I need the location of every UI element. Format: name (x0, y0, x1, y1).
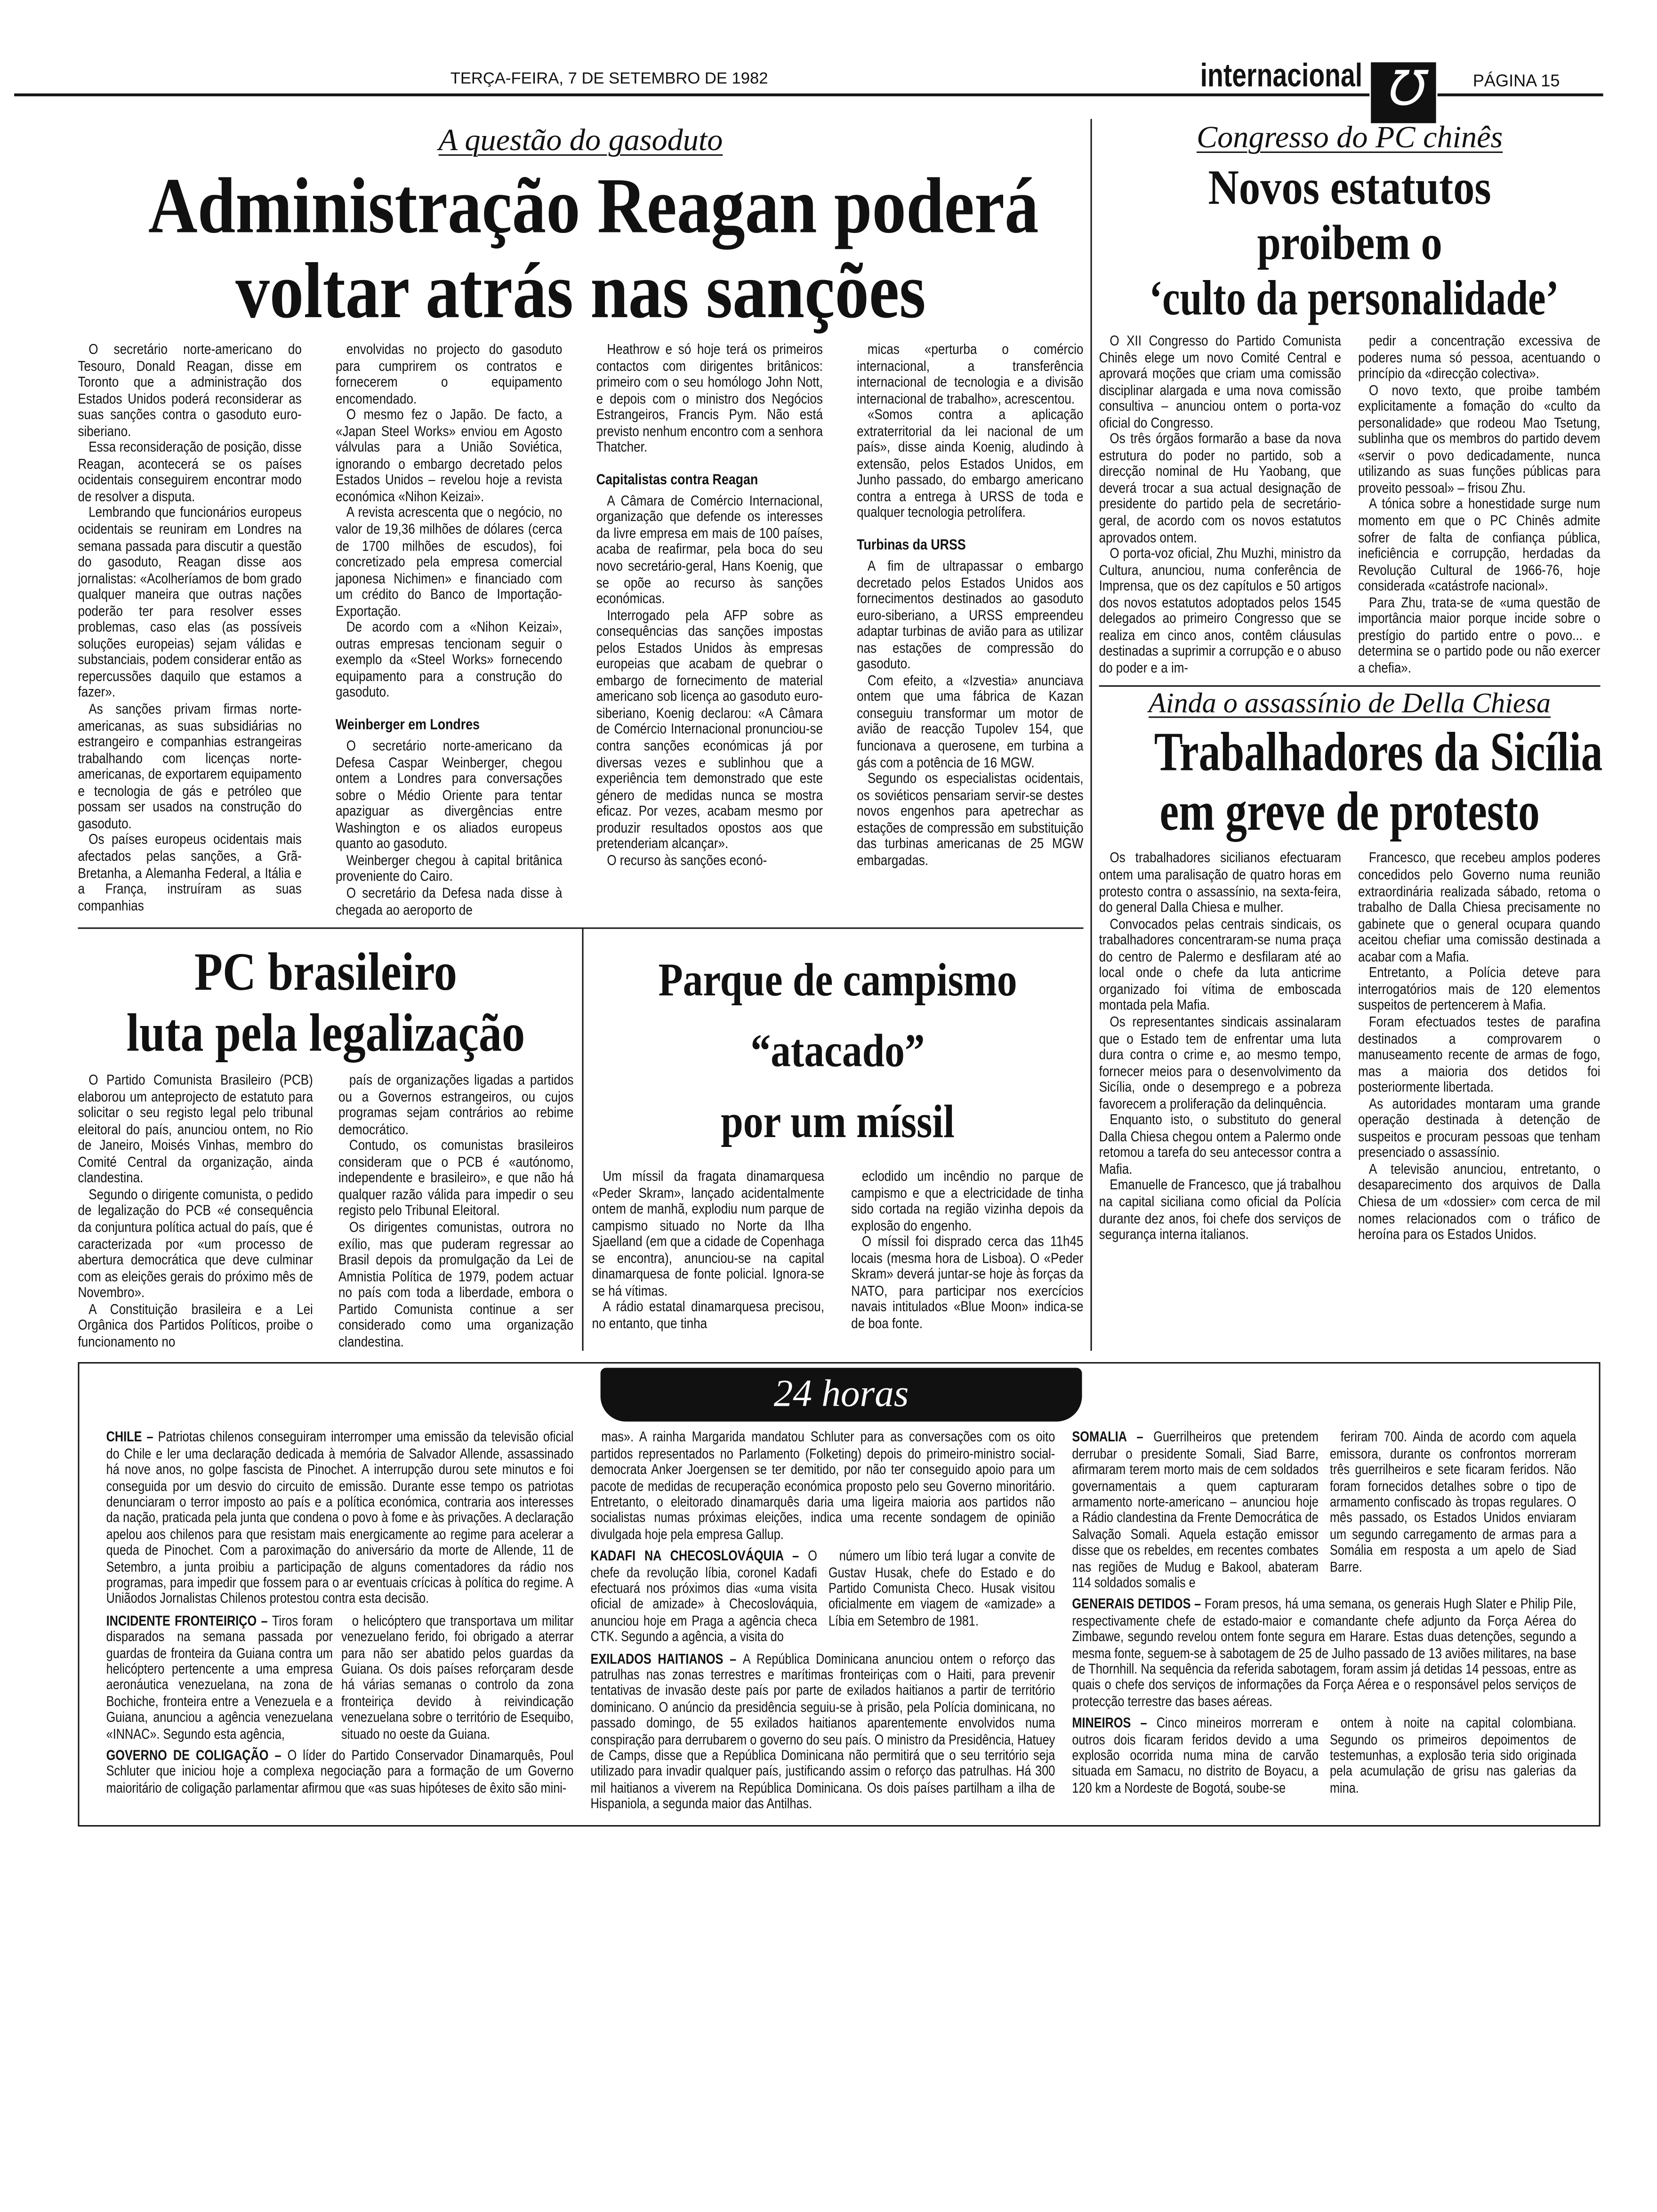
brief-wrapper (1072, 1431, 1318, 1592)
article-column-wrapper (592, 1170, 824, 1333)
paragraph: Entretanto, a Polícia deteve para interrogatórios mais de 120 elementos suspeitos de pertencerem à Mafia. (1358, 966, 1601, 1015)
brief-paragraph (591, 1652, 1055, 1813)
article-headline (78, 164, 1083, 334)
paragraph: De acordo com a «Nihon Keizai», outras empresas tencionam seguir o exemplo da «Steel Works» fornecendo equipamento para a construção do gasoduto. (336, 620, 563, 702)
brief-item (591, 1549, 817, 1646)
paragraph: mas». A rainha Margarida mandatou Schluter para as conversações com os oito partidos representados no Parlamento (Folketing) depois do primeiro-ministro social-democrata Anker Joergensen se ter demitido, por não ter conseguido apoio para um pacote de medidas de recuperação económica proposto pelo seu Governo minoritário. Entretanto, o eleitorado dinamarquês daria uma ligeira maioria aos partidos não socialistas numas próximas eleições, indica uma recente sondagem de opinião divulgada hoje pela empresa Gallup. (590, 1430, 1055, 1543)
missil-article (584, 929, 1084, 1351)
article-headline (1099, 160, 1601, 326)
paragraph: A Câmara de Comércio Internacional, organização que defende os interesses da livre empresa em mais de 100 países, acaba de reafirmar, pela boca do seu novo secretário-geral, Hans Koenig, que se opõe ao recurso às sanções económicas. (596, 494, 823, 608)
brief-item (1330, 1431, 1576, 1576)
page-number: PÁGINA 15 (1472, 71, 1560, 91)
briefs-right (1072, 1431, 1576, 1797)
brief-row (591, 1549, 1055, 1646)
paragraph: Interrogado pela AFP sobre as consequências das sanções impostas pelos Estados Unidos às empresas europeias que acabam de quebrar o embargo de fornecimento de material americano sob licença ao gasoduto euro-siberiano, Koenig declarou: «A Câmara de Comércio Internacional pronunciou-se contra sanções económicas já por diversas vezes e sublinhou que a experiência tem demonstrado que este género de medidas nunca se mostra eficaz. Por vezes, acabam mesmo por produzir resultados opostos aos que pretenderiam alcançar». (596, 608, 823, 853)
article-column-wrapper (1358, 852, 1600, 1244)
brief-item (106, 1431, 574, 1608)
brief-paragraph (106, 1431, 574, 1608)
article-kicker: Ainda o assassínio de Della Chiesa (1149, 689, 1551, 720)
brief-item (1330, 1716, 1576, 1797)
headline-line: em greve de protesto (1159, 782, 1540, 843)
brief-item (828, 1549, 1055, 1630)
brief-text: Cinco mineiros morreram e outros dois ficaram feridos devido a uma explosão ocorrida numa mina de carvão situada em Samacu, no distrito de Boyacu, a 120 km a Nordeste de Bogotá, soube-se (1072, 1716, 1319, 1797)
headline-line: luta pela legalização (126, 1004, 525, 1064)
brief-lead: GENERAIS DETIDOS – (1072, 1597, 1205, 1613)
paragraph: O novo texto, que proibe também explicitamente a fomação do «culto da personalidade» que rodeou Mao Tsetung, sublinha que os membros do partido devem «servir o povo dedicadamente, nunca utilizando as suas funções públicas para proveito pessoal» – frisou Zhu. (1358, 383, 1601, 497)
paragraph: Segundo os especialistas ocidentais, os soviéticos pensariam servir-se destes novos engenhos para apetrechar as estações de compressão em substituição das turbinas americanas de 25 MGW embargadas. (857, 772, 1084, 869)
brief-paragraph (106, 1614, 333, 1743)
brief-wrapper (1072, 1716, 1318, 1797)
news-briefs-title: 24 horas (601, 1368, 1082, 1422)
brief-lead: EXILADOS HAITIANOS – (590, 1651, 743, 1667)
brief-lead: GOVERNO DE COLIGAÇÃO – (106, 1748, 288, 1764)
paragraph: Heathrow e só hoje terá os primeiros contactos com dirigentes britânicos: primeiro com o seu homólogo John Nott, e depois com o ministro dos Negócios Estrangeiros, Francis Pym. Não está previsto nenhum encontro com a senhora Thatcher. (596, 343, 823, 457)
right-region (1092, 119, 1601, 1351)
paragraph: O Partido Comunista Brasileiro (PCB) elaborou um anteprojecto de estatuto para solicitar o seu registo legal pelo tribunal eleitoral do país, anunciou ontem, no Rio de Janeiro, Moisés Vinhas, membro do Comité Central da organização, ainda clandestina. (78, 1073, 313, 1187)
article-column (596, 343, 823, 870)
article-column-wrapper (338, 1074, 573, 1352)
paragraph: Francesco, que recebeu amplos poderes concedidos pelo Governo numa reunião extraordinária realizada sábado, retoma o trabalho de Dalla Chiesa precisamente no gabinete que o general ocupara quando aceitou chefiar uma comissão destinada a acabar com a Mafia. (1358, 851, 1601, 966)
brief-text: O chefe da revolução líbia, coronel Kadafi efectuará nos próximos dias «uma visita oficial de amizade» à Checoslováquia, anunciou hoje em Praga a agência checa CTK. Segundo a agência, a visita do (590, 1549, 817, 1646)
headline-line: ‘culto da personalidade’ (1149, 270, 1559, 326)
paragraph: Os representantes sindicais assinalaram que o Estado tem de enfrentar uma luta dura contra o crime e, ao mesmo tempo, fornecer meios para o desenvolvimento da Sicília, onde o desemprego e a pobreza favorecem a proliferação da delinquência. (1099, 1015, 1342, 1113)
paragraph: As autoridades montaram uma grande operação destinada à detenção de suspeitos e procuram pessoas que tenham presenciado o assassínio. (1358, 1097, 1601, 1162)
paragraph: feriram 700. Ainda de acordo com aquela emissora, durante os confrontos morreram três guerrilheiros e sete ficaram feridos. Não foram fornecidos detalhes sobre o tipo de armamento confiscado às tropas regulares. O mês passado, os Estados Unidos enviaram um segundo carregamento de armas para a Somália em resposta a um apelo de Siad Barre. (1329, 1430, 1577, 1576)
article-columns (1099, 852, 1601, 1244)
paragraph: A tónica sobre a honestidade surge num momento em que o PC Chinês admite sofrer de falta de confiança pública, ineficiência e corrupção, herdadas da Revolução Cultural de 1966-76, hoje considerada «catástrofe nacional». (1358, 497, 1601, 595)
article-column (851, 1170, 1083, 1333)
headline-line: Novos estatutos (1208, 160, 1491, 216)
paragraph: país de organizações ligadas a partidos ou a Governos estrangeiros, ou cujos programas sejam contrários ao rebime democrático. (338, 1073, 574, 1138)
section-title: internacional (1200, 56, 1363, 94)
article-headline (78, 943, 573, 1065)
brief-lead: CHILE – (106, 1430, 158, 1446)
brief-text: A República Dominicana anunciou ontem o reforço das patrulhas nas zonas terrestres e marítimas fronteiriças com o Haiti, para prevenir tentativas de invasão deste país por parte de exilados haitianos a partir de território dominicano. O anúncio da presidência seguiu-se à prisão, pela Polícia dominicana, no passado domingo, de 55 exilados haitianos aparentemente envolvidos numa conspiração para derrubarem o governo do seu país. O ministro da Presidência, Hatuey de Camps, disse que a República Dominicana não permitirá que o seu território seja utilizado para invadir qualquer país, justificando assim o reforço das patrulhas. Há 300 mil haitianos a viverem na República Dominicana. Os dois países partilham a ilha de Hispaniola, a segunda maior das Antilhas. (590, 1651, 1055, 1813)
brief-lead: MINEIROS – (1072, 1716, 1157, 1732)
article-column (592, 1170, 824, 1333)
brief-wrapper (591, 1431, 1055, 1544)
paragraph: O míssil foi disprado cerca das 11h45 locais (mesma hora de Lisboa). O «Peder Skram» deverá juntar-se hoje às forças da NATO, para participar nos exercícios navais intitulados «Blue Moon» indica-se de boa fonte. (851, 1235, 1084, 1332)
article-columns (1099, 334, 1601, 678)
article-column-wrapper (336, 343, 562, 919)
paragraph: número um líbio terá lugar a convite de Gustav Husak, chefe do Estado e do Partido Comunista Checo. Husak visitou oficialmente em viagem de «amizade» a Líbia em Setembro de 1981. (828, 1549, 1055, 1630)
headline-line: proibem o (1257, 215, 1442, 271)
article-headline (1099, 724, 1601, 843)
brief-wrapper (106, 1614, 333, 1743)
paragraph: A televisão anunciou, entretanto, o desaparecimento dos arquivos de Dalla Chiesa de um «dossier» com cerca de mil nomes relacionados com o tráfico de heroína para os Estados Unidos. (1358, 1162, 1601, 1243)
brief-text: Patriotas chilenos conseguiram interromper uma emissão da televisão oficial do Chile e ler uma declaração dedicada à memória de Salvador Allende, assassinado há nove anos, no golpe fascista de Pinochet. A interrupção durou sete minutos e foi conseguida por um desvio do circuito de emissão. Durante esse tempo os patriotas denunciaram o terror imposto ao país e a política económica, contraria aos interesses da nação, praticada pela junta que condena o povo à fome e às privações. A declaração apelou aos chilenos para que resistam mais energicamente ao regime para acelerar a queda de Pinochet. Com a paroximação do aniversário da morte de Allende, 11 de Setembro, a junta proibiu a participação de alguns comentadores da rádio nos programas, para impedir que fossem para o ar eventuais crícicas à política do regime. A Uniãodos Jornalistas Chilenos protestou contra esta decisão. (106, 1430, 574, 1608)
article-column-wrapper (1099, 334, 1341, 678)
brief-lead: KADAFI NA CHECOSLOVÁQUIA – (590, 1549, 808, 1565)
paragraph: micas «perturba o comércio internacional, a transferência internacional de tecnologia e a divisão internacional de trabalho», acrescentou. (857, 343, 1084, 408)
paragraph: Foram efectuados testes de parafina destinados a comprovarem o manuseamento recente de armas de fogo, mas a maioria dos detidos foi posteriormente libertada. (1358, 1015, 1601, 1097)
paragraph: Um míssil da fragata dinamarquesa «Peder Skram», lançado acidentalmente ontem de manhã, explodiu num parque de campismo situado no Norte da Ilha Sjaelland (em que a cidade de Copenhaga se encontra), anunciou-se na capital dinamarquesa de fonte policial. Ignora-se se há vítimas. (592, 1170, 824, 1300)
brief-wrapper (1330, 1716, 1576, 1797)
brief-item (106, 1614, 333, 1743)
headline-line: Trabalhadores da Sicília (1154, 722, 1603, 784)
paragraph: O XII Congresso do Partido Comunista Chinês elege um novo Comité Central e aprovará moções que criam uma comissão disciplinar alargada e uma nova comissão consultiva – anunciou ontem o porta-voz oficial do Congresso. (1099, 334, 1342, 432)
article-column-wrapper (596, 343, 823, 870)
brief-wrapper (828, 1549, 1055, 1630)
paragraph: A fim de ultrapassar o embargo decretado pelos Estados Unidos aos fornecimentos destinados ao gasoduto euro-siberiano, a URSS empreendeu adaptar turbinas de avião para as utilizar nas estações de compressão do gasoduto. (857, 559, 1084, 673)
brief-text: Tiros foram disparados na semana passada por guardas de fronteira da Guiana contra um helicóptero pertencente a uma empresa aeronáutica venezuelana, na zona de Bochiche, fronteira entre a Venezuela e a Guiana, anunciou a agência venezuelana «INNAC». Segundo esta agência, (106, 1614, 333, 1743)
paragraph: «Somos contra a aplicação extraterritorial da lei nacional de um país», disse ainda Koenig, aludindo à extensão, pelos Estados Unidos, em Junho passado, do embargo americano contra a entrega à URSS de toda e qualquer tecnologia petrolífera. (857, 408, 1084, 522)
paragraph: pedir a concentração excessiva de poderes numa só pessoa, acentuando o princípio da «direcção colectiva». (1358, 334, 1601, 383)
paragraph: Os trabalhadores sicilianos efectuaram ontem uma paralisação de quatro horas em protesto contra o assassínio, na sexta-feira, do general Dalla Chiesa e mulher. (1099, 851, 1342, 916)
article-column (1358, 334, 1600, 678)
paragraph: Convocados pelas centrais sindicais, os trabalhadores concentraram-se numa praça do centro de Palermo e desfilaram até ao local onde o chefe da luta anticrime organizado foi vítima de emboscada montada pela Mafia. (1099, 917, 1342, 1015)
brief-wrapper (106, 1749, 574, 1797)
article-column (1099, 852, 1341, 1244)
article-column (338, 1074, 573, 1352)
brief-item (591, 1652, 1055, 1813)
brief-wrapper (591, 1549, 817, 1646)
article-headline (592, 946, 1084, 1158)
top-section (78, 119, 1603, 1351)
article-column (78, 343, 301, 915)
paragraph: O secretário norte-americano da Defesa Caspar Weinberger, chegou ontem a Londres para conversações sobre o Médio Oriente para tentar apaziguar as divergências entre Washington e os aliados europeus quanto ao gasoduto. (336, 739, 563, 853)
headline-line: por um míssil (721, 1097, 955, 1149)
headline-line: PC brasileiro (194, 943, 457, 1003)
paragraph: Com efeito, a «Izvestia» anunciava ontem que uma fábrica de Kazan conseguiu transformar um motor de avião de reacção Tupolev 154, que funcionava a querosene, em turbina a gás com a potência de 16 MGW. (857, 673, 1084, 771)
article-columns (78, 343, 1083, 919)
article-kicker: A questão do gasoduto (438, 121, 723, 157)
article-column-wrapper (1358, 334, 1600, 678)
newspaper-logo-icon: ℧ (1371, 62, 1436, 123)
headline-line: “atacado” (750, 1026, 925, 1078)
paragraph: A revista acrescenta que o negócio, no valor de 19,36 milhões de dólares (cerca de 1700 milhões de escudos), foi concretizado pela empresa comercial japonesa Nichimen» e financiado com um crédito do Banco de Importação-Exportação. (336, 506, 563, 620)
page-body (78, 119, 1603, 1826)
article-column (336, 343, 562, 919)
paragraph: envolvidas no projecto do gasoduto para cumprirem os contratos e fornecerem o equipamento encomendado. (336, 343, 563, 408)
paragraph: Para Zhu, trata-se de «uma questão de importância maior porque incide sobre o prestígio do partido entre o povo... e determina se o partido pode ou não exercer a chefia». (1358, 595, 1601, 677)
paragraph: O secretário da Defesa nada disse à chegada ao aeroporto de (336, 886, 563, 919)
paragraph: Contudo, os comunistas brasileiros consideram que o PCB é «autónomo, independente e brasileiro», e que não há qualquer razão válida para impedir o seu registo pelo Tribunal Eleitoral. (338, 1138, 574, 1220)
brief-item (341, 1614, 573, 1743)
brief-wrapper (106, 1431, 574, 1608)
paragraph: Lembrando que funcionários europeus ocidentais se reuniram em Londres na semana passada para discutir a questão do gasoduto, Reagan disse aos jornalistas: «Acolheríamos de bom grado qualquer maneira que outras nações poderão ter para resolver esses problemas, caso elas (as possíveis soluções europeias) sejam válidas e substanciais, podem considerar então as repercussões daquilo que estamos a fazer». (78, 506, 302, 702)
brief-item (1072, 1716, 1318, 1797)
issue-date: TERÇA-FEIRA, 7 DE SETEMBRO DE 1982 (450, 71, 768, 88)
brief-row (106, 1614, 574, 1743)
brief-text: Guerrilheiros que pretendem derrubar o presidente Somali, Siad Barre, afirmaram terem morto mais de cem soldados governamentais a quem capturaram armamento norte-americano – anunciou hoje a Rádio clandestina da Frente Democrática de Salvação Somali. Aquela estação emissor disse que os rebeldes, em recentes combates nas regiões de Mudug e Bakool, abateram 114 soldados somalis e (1072, 1430, 1319, 1592)
brief-paragraph (591, 1549, 817, 1646)
brief-wrapper (1072, 1598, 1576, 1711)
headline-line: Administração Reagan poderá (148, 162, 1039, 251)
paragraph: A Constituição brasileira e a Lei Orgânica dos Partidos Políticos, proibe o funcionamento no (78, 1302, 313, 1351)
news-briefs-box (78, 1362, 1600, 1826)
paragraph: A rádio estatal dinamarquesa precisou, no entanto, que tinha (592, 1300, 824, 1332)
paragraph: As sanções privam firmas norte-americanas, as suas subsidiárias no estrangeiro e companhias estrangeiras trabalhando com licenças norte-americanas, de exportarem equipamento e tecnologia de gás e petróleo que possam ser usados na construção do gasoduto. (78, 702, 302, 833)
brief-item (106, 1749, 574, 1797)
brief-row (1072, 1431, 1576, 1592)
brief-paragraph (1072, 1716, 1318, 1797)
article-kicker: Congresso do PC chinês (1196, 119, 1503, 154)
news-briefs-columns (106, 1431, 1577, 1813)
paragraph: O porta-voz oficial, Zhu Muzhi, ministro da Cultura, anunciou, numa conferência de Imprensa, que os dez capítulos e 50 artigos dos novos estatutos adoptados pelos 1545 delegados ao primeiro Congresso que se realiza em cinco anos, contêm cláusulas destinadas a suprimir a corrupção e o abuso do poder e a im- (1099, 546, 1342, 677)
article-column-wrapper (78, 1074, 313, 1352)
article-column-wrapper (1099, 852, 1341, 1244)
masthead-rule (14, 94, 1369, 96)
brief-item (1072, 1598, 1576, 1711)
paragraph: o helicóptero que transportava um militar venezuelano ferido, foi obrigado a aterrar para não ser abatido pelos guardas da Guiana. Os dois países reforçaram desde há várias semanas o controlo da zona fronteiriça devido à reivindicação venezuelana sobre o território de Esequibo, situado no oeste da Guiana. (341, 1614, 574, 1743)
brief-lead: SOMALIA – (1072, 1430, 1154, 1446)
brief-row (1072, 1716, 1576, 1797)
brief-text: Foram presos, há uma semana, os generais Hugh Slater e Philip Pile, respectivamente chefe de estado-maior e comandante chefe adjunto da Força Aérea do Zimbawe, segundo revelou ontem fonte segura em Harare. Estas duas detenções, segundo a mesma fonte, seguem-se à sabotagem de 25 de Julho passado de 13 aviões militares, na base de Thornhill. Na sequência da referida sabotagem, foram assim já detidas 14 pessoas, entre as quais o chefe dos serviços de informações da Força Aérea e o responsável pelos serviços de protecção terrestre das bases aéreas. (1072, 1597, 1577, 1710)
article-column-wrapper (857, 343, 1083, 870)
subheading: Turbinas da URSS (857, 537, 966, 554)
article-column (1099, 334, 1341, 678)
article-column (78, 1074, 313, 1352)
article-columns (592, 1170, 1084, 1333)
paragraph: Os três órgãos formarão a base da nova estrutura do poder no partido, sob a direcção nominal de Hu Yaobang, que deverá trocar a sua actual designação de presidente do partido pela de secretário-geral, de acordo com os novos estatutos aprovados ontem. (1099, 432, 1342, 546)
article-column (857, 343, 1083, 870)
paragraph: Os países europeus ocidentais mais afectados pelas sanções, a Grã-Bretanha, a Alemanha Federal, a Itália e a França, instruíram as suas companhias (78, 833, 302, 914)
brief-paragraph (1072, 1598, 1576, 1711)
article-column-wrapper (78, 343, 301, 915)
paragraph: Enquanto isto, o substituto do general Dalla Chiesa chegou ontem a Palermo onde retomou a tarefa do seu antecessor contra a Mafia. (1099, 1113, 1342, 1178)
paragraph: O secretário norte-americano do Tesouro, Donald Reagan, disse em Toronto que a administração dos Estados Unidos poderá reconsiderar as suas sanções contra o gasoduto euro-siberiano. (78, 343, 302, 440)
paragraph: Emanuelle de Francesco, que já trabalhou na capital siciliana como oficial da Polícia durante dez anos, foi chefe dos serviços de segurança interna italianos. (1099, 1178, 1342, 1243)
briefs-left (106, 1431, 574, 1797)
brief-lead: INCIDENTE FRONTEIRIÇO – (106, 1614, 272, 1630)
paragraph: ontem à noite na capital colombiana. Segundo os primeiros depoimentos de testemunhas, a explosão teria sido originada pela acumulação de grisu nas galerias da mina. (1329, 1716, 1577, 1797)
left-region (78, 119, 1092, 1351)
headline-line: Parque de campismo (658, 955, 1017, 1007)
brief-text: O líder do Partido Conservador Dinamarquês, Poul Schluter que iniciou hoje a complexa negociação para a formação de um Governo maioritário de coligação parlamentar afirmou que «as suas hipóteses de êxito são mini- (106, 1748, 574, 1797)
article-column-wrapper (851, 1170, 1083, 1333)
brief-wrapper (341, 1614, 573, 1743)
article-columns (78, 1074, 573, 1352)
paragraph: Os dirigentes comunistas, outrora no exílio, mas que puderam regressar ao Brasil depois da promulgação da Lei de Amnistia Política de 1979, podem actuar no país com toda a liberdade, embora o Partido Comunista continue a ser considerado como uma organização clandestina. (338, 1220, 574, 1351)
brief-item (591, 1431, 1055, 1544)
paragraph: Segundo o dirigente comunista, o pedido de legalização do PCB «é consequência da conjuntura política actual do país, que é caracterizada por «um processo de abertura democrática que deve culminar com as eleições gerais do próximo mês de Novembro». (78, 1187, 313, 1302)
article-column (1358, 852, 1600, 1244)
brief-item (1072, 1431, 1318, 1592)
brief-wrapper (591, 1652, 1055, 1813)
paragraph: O recurso às sanções econó- (607, 853, 767, 869)
briefs-middle (591, 1431, 1055, 1813)
paragraph: O mesmo fez o Japão. De facto, a «Japan Steel Works» enviou em Agosto válvulas para a União Soviética, ignorando o embargo decretado pelos Estados Unidos – revelou hoje a revista económica «Nihon Keizai». (336, 408, 563, 505)
brief-wrapper (1330, 1431, 1576, 1576)
subheading: Weinberger em Londres (336, 716, 480, 734)
subheading: Capitalistas contra Reagan (596, 471, 758, 489)
lower-left-articles (78, 929, 1083, 1351)
masthead-rule (1438, 94, 1603, 96)
paragraph: Essa reconsideração de posição, disse Reagan, acontecerá se os países ocidentais conseguirem encontrar modo de resolver a disputa. (78, 441, 302, 505)
paragraph: eclodido um incêndio no parque de campismo e que a electricidade de tinha sido cortada na região vizinha depois da explosão do engenho. (851, 1170, 1084, 1234)
pcb-article (78, 929, 583, 1351)
brief-paragraph (106, 1749, 574, 1797)
headline-line: voltar atrás nas sanções (235, 248, 926, 336)
paragraph: Weinberger chegou à capital britânica proveniente do Cairo. (336, 853, 563, 886)
brief-paragraph (1072, 1431, 1318, 1592)
